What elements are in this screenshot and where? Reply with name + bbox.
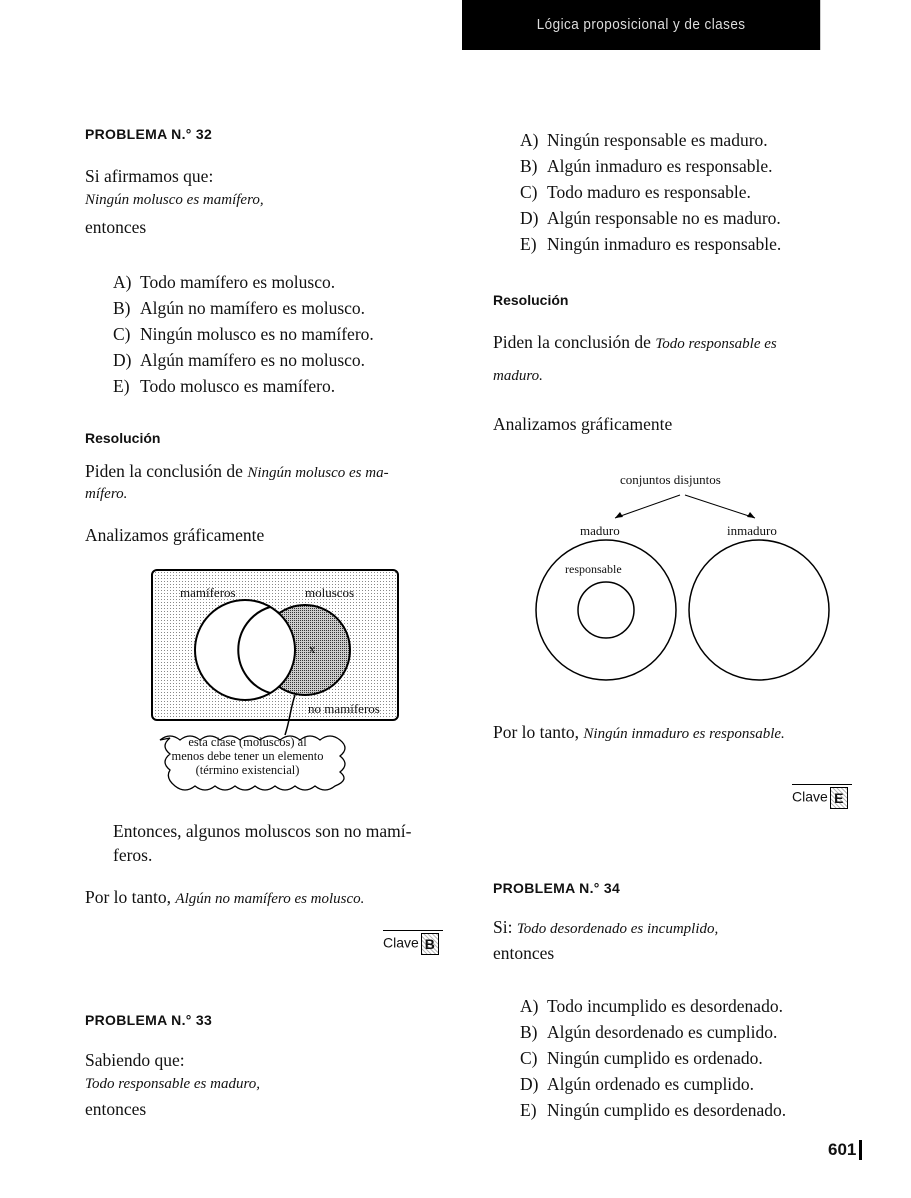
problem-33-intro: Sabiendo que: (85, 1050, 185, 1070)
option: D) Algún ordenado es cumplido. (520, 1074, 755, 1094)
problem-32-intro: Si afirmamos que: (85, 166, 214, 186)
option: E) Ningún inmaduro es responsable. (520, 234, 782, 254)
problem-33-answer-key: Clave E (792, 787, 848, 809)
mamiferos-circle (195, 600, 295, 700)
option: A) Todo mamífero es molusco. (113, 272, 336, 292)
problem-32-resolution-heading: Resolución (85, 430, 161, 446)
label-mamiferos: mamíferos (180, 585, 236, 600)
option: B) Algún inmaduro es responsable. (520, 156, 773, 176)
problem-33-resolution-heading: Resolución (493, 292, 569, 308)
option: C) Ningún molusco es no mamífero. (113, 324, 374, 344)
problem-32-answer-key: Clave B (383, 933, 439, 955)
problem-33-analyze: Analizamos gráficamente (493, 414, 673, 434)
option: E) Todo molusco es mamífero. (113, 376, 336, 396)
option: A) Ningún responsable es maduro. (520, 130, 768, 150)
inmaduro-circle (689, 540, 829, 680)
page-number: 601 (828, 1140, 862, 1160)
option: A) Todo incumplido es desordenado. (520, 996, 783, 1016)
responsable-circle (578, 582, 634, 638)
problem-34-options (520, 993, 786, 1123)
label-conjuntos-disjuntos: conjuntos disjuntos (620, 472, 721, 487)
maduro-circle (536, 540, 676, 680)
running-header: Lógica proposicional y de clases (462, 0, 820, 50)
problem-32-options (113, 269, 374, 399)
option: E) Ningún cumplido es desordenado. (520, 1100, 787, 1120)
label-moluscos: moluscos (305, 585, 355, 600)
problem-32-analyze: Analizamos gráficamente (85, 525, 265, 545)
option: B) Algún no mamífero es molusco. (113, 298, 366, 318)
label-inmaduro: inmaduro (727, 523, 777, 538)
problem-33-options (520, 127, 781, 257)
problem-33-premise: Todo responsable es maduro, (85, 1076, 261, 1092)
problem-32-then: entonces (85, 217, 147, 237)
label-maduro: maduro (580, 523, 620, 538)
problem-34-then: entonces (493, 943, 555, 963)
label-no-mamiferos: no mamíferos (308, 701, 380, 716)
problem-34-statement: Si: Todo desordenado es incumplido, (493, 917, 719, 937)
problem-33-conclusion: Por lo tanto, Ningún inmaduro es responsable. (493, 722, 785, 742)
problem-32-premise: Ningún molusco es mamífero, (85, 192, 264, 208)
disjoint-sets-diagram (520, 470, 860, 685)
problem-33-title: PROBLEMA N.° 33 (85, 1012, 213, 1028)
problem-32-asks: Piden la conclusión de Ningún molusco es ma- mífero. (85, 461, 389, 502)
existential-mark: x (309, 641, 316, 656)
option: C) Ningún cumplido es ordenado. (520, 1048, 763, 1068)
option: B) Algún desordenado es cumplido. (520, 1022, 778, 1042)
problem-32-title: PROBLEMA N.° 32 (85, 126, 213, 142)
problem-32-conclusion: Por lo tanto, Algún no mamífero es molusco. (85, 887, 365, 907)
option: C) Todo maduro es responsable. (520, 182, 751, 202)
problem-33-asks: Piden la conclusión de Todo responsable es maduro. (493, 332, 777, 384)
problem-32-then-text: Entonces, algunos moluscos son no mamí- feros. (113, 821, 412, 865)
bubble-text: esta clase (moluscos) al menos debe tener un elemento (término existencial) (171, 735, 324, 777)
problem-34-title: PROBLEMA N.° 34 (493, 880, 621, 896)
option: D) Algún mamífero es no molusco. (113, 350, 366, 370)
label-responsable: responsable (565, 562, 622, 576)
option: D) Algún responsable no es maduro. (520, 208, 781, 228)
problem-33-then: entonces (85, 1099, 147, 1119)
